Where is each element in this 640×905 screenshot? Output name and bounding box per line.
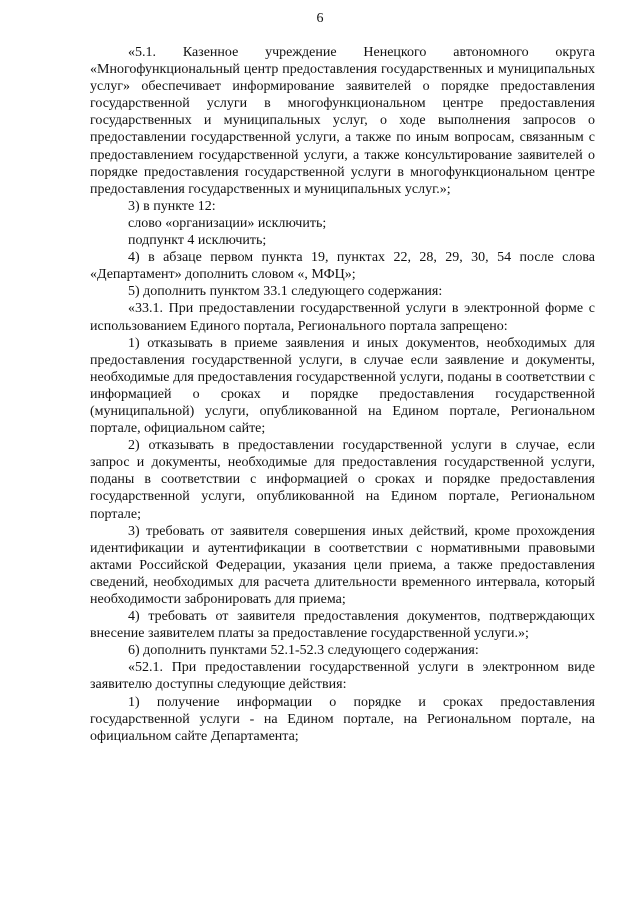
paragraph-item-3-b: подпункт 4 исключить; [128, 233, 267, 249]
page-number: 6 [316, 11, 324, 26]
paragraph-33-1-sub-4: 4) требовать от заявителя предоставления документов, подтверждающих внесение заявителем платы за предоставление государственной услуги.»; [90, 609, 595, 642]
paragraph-33-1-sub-1: 1) отказывать в приеме заявления и иных документов, необходимых для предоставления государственной услуги, в случае если заявление и документы, необходимые для предоставления государственной услуги, поданы в соответствии с информацией о сроках и порядке предоставления государственной (муниципальной) услуги, опубликованной на Едином портале, Региональном портале, официальном сайте; [90, 335, 595, 437]
paragraph-5-1: «5.1. Казенное учреждение Ненецкого автономного округа «Многофункциональный центр предоставления государственных и муниципальных услуг» обеспечивает информирование заявителей о порядке предоставления государственной услуги в многофункциональном центре предоставления государственных и муниципальных услуг, о ходе выполнения запросов о предоставлении государственной услуги, а также по иным вопросам, связанным с предоставлением государственной услуги, а также консультирование заявителей о порядке предоставления государственной услуги в многофункциональном центре предоставления государственных и муниципальных услуг.»; [90, 45, 595, 197]
paragraph-item-5: 5) дополнить пунктом 33.1 следующего содержания: [128, 284, 443, 300]
paragraph-33-1-sub-2: 2) отказывать в предоставлении государственной услуги в случае, если запрос и документы, необходимые для предоставления государственной услуги, поданы в соответствии с информацией о сроках и порядке предоставления государственной услуги, опубликованной на Едином портале, Региональном портале; [90, 438, 595, 522]
paragraph-52-1-sub-1: 1) получение информации о порядке и сроках предоставления государственной услуги - на Едином портале, на Региональном портале, на официальном сайте Департамента; [90, 694, 595, 744]
paragraph-item-3-a: слово «организации» исключить; [128, 215, 327, 231]
paragraph-item-3: 3) в пункте 12: [128, 198, 216, 214]
paragraph-33-1-sub-3: 3) требовать от заявителя совершения иных действий, кроме прохождения идентификации и аутентификации в соответствии с нормативными правовыми актами Российской Федерации, указания цели приема, а также предоставления сведений, необходимых для расчета длительности временного интервала, который необходимости забронировать для приема; [90, 523, 595, 607]
paragraph-item-6: 6) дополнить пунктами 52.1-52.3 следующего содержания: [128, 643, 479, 659]
paragraph-52-1: «52.1. При предоставлении государственной услуги в электронном виде заявителю доступны следующие действия: [90, 660, 595, 693]
paragraph-item-4: 4) в абзаце первом пункта 19, пунктах 22, 28, 29, 30, 54 после слова «Департамент» дополнить словом «, МФЦ»; [90, 250, 595, 283]
paragraph-33-1: «33.1. При предоставлении государственной услуги в электронной форме с использованием Единого портала, Регионального портала запрещено: [90, 301, 595, 334]
document-body [90, 44, 595, 745]
